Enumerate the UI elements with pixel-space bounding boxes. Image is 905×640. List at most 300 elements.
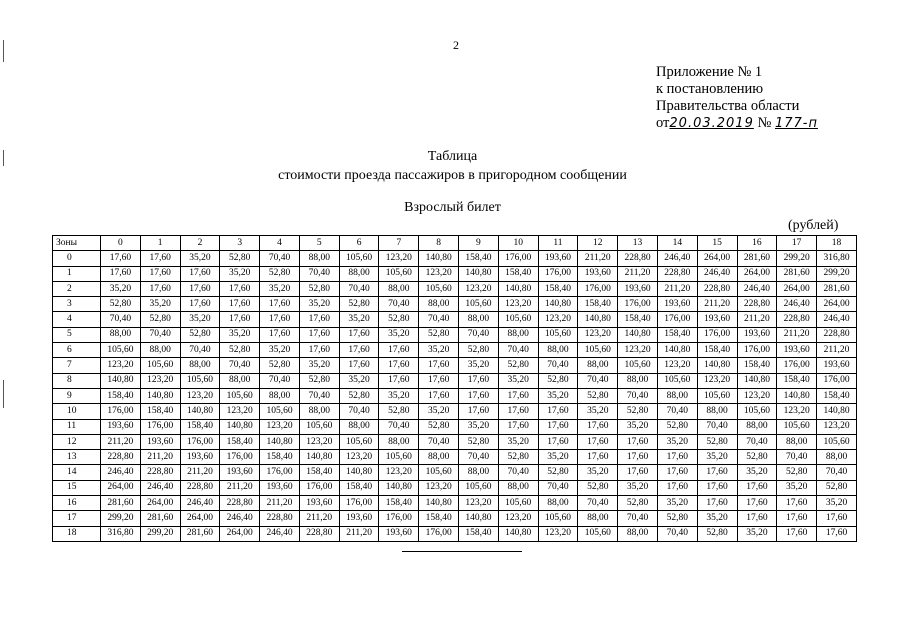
fare-cell: 264,00 xyxy=(777,281,817,296)
fare-cell: 17,60 xyxy=(697,465,737,480)
fare-cell: 176,00 xyxy=(419,526,459,541)
fare-cell: 299,20 xyxy=(777,251,817,266)
fare-cell: 193,60 xyxy=(578,266,618,281)
fare-cell: 158,40 xyxy=(299,465,339,480)
fare-cell: 35,20 xyxy=(697,450,737,465)
fare-cell: 88,00 xyxy=(618,526,658,541)
fare-cell: 35,20 xyxy=(459,358,499,373)
zone-label: 15 xyxy=(53,480,101,495)
fare-cell: 105,60 xyxy=(379,266,419,281)
fare-cell: 228,80 xyxy=(737,297,777,312)
fare-cell: 140,80 xyxy=(777,388,817,403)
fare-cell: 88,00 xyxy=(379,281,419,296)
column-header: 3 xyxy=(220,236,260,251)
fare-cell: 17,60 xyxy=(459,388,499,403)
fare-cell: 105,60 xyxy=(578,343,618,358)
fare-cell: 35,20 xyxy=(737,526,777,541)
date-prefix: от xyxy=(656,115,670,131)
fare-cell: 88,00 xyxy=(618,373,658,388)
fare-cell: 35,20 xyxy=(419,343,459,358)
fare-cell: 176,00 xyxy=(498,251,538,266)
fare-cell: 140,80 xyxy=(101,373,141,388)
fare-cell: 211,20 xyxy=(697,297,737,312)
fare-cell: 17,60 xyxy=(618,450,658,465)
fare-cell: 52,80 xyxy=(220,251,260,266)
fare-cell: 88,00 xyxy=(578,511,618,526)
fare-cell: 193,60 xyxy=(180,450,220,465)
fare-cell: 88,00 xyxy=(101,327,141,342)
fare-cell: 264,00 xyxy=(737,266,777,281)
fare-cell: 70,40 xyxy=(220,358,260,373)
fare-cell: 105,60 xyxy=(140,358,180,373)
fare-cell: 17,60 xyxy=(697,480,737,495)
fare-cell: 35,20 xyxy=(379,327,419,342)
fare-cell: 123,20 xyxy=(379,251,419,266)
fare-cell: 211,20 xyxy=(299,511,339,526)
fare-cell: 52,80 xyxy=(618,404,658,419)
fare-cell: 193,60 xyxy=(618,281,658,296)
fare-cell: 17,60 xyxy=(180,297,220,312)
fare-cell: 158,40 xyxy=(737,358,777,373)
fare-cell: 299,20 xyxy=(101,511,141,526)
fare-cell: 105,60 xyxy=(618,358,658,373)
fare-cell: 158,40 xyxy=(419,511,459,526)
fare-cell: 123,20 xyxy=(140,373,180,388)
fare-cell: 17,60 xyxy=(578,419,618,434)
fare-cell: 123,20 xyxy=(180,388,220,403)
fare-cell: 88,00 xyxy=(459,465,499,480)
fare-cell: 228,80 xyxy=(101,450,141,465)
fare-cell: 17,60 xyxy=(299,327,339,342)
table-row xyxy=(53,465,857,480)
fare-cell: 140,80 xyxy=(419,251,459,266)
zone-label: 7 xyxy=(53,358,101,373)
fare-cell: 105,60 xyxy=(339,251,379,266)
table-row xyxy=(53,526,857,541)
fare-cell: 140,80 xyxy=(459,266,499,281)
fare-cell: 193,60 xyxy=(299,496,339,511)
fare-cell: 123,20 xyxy=(578,327,618,342)
fare-cell: 70,40 xyxy=(578,496,618,511)
fare-cell: 70,40 xyxy=(260,251,300,266)
fare-cell: 264,00 xyxy=(101,480,141,495)
fare-cell: 70,40 xyxy=(101,312,141,327)
fare-cell: 176,00 xyxy=(578,281,618,296)
fare-cell: 140,80 xyxy=(657,343,697,358)
fare-cell: 228,80 xyxy=(180,480,220,495)
fare-cell: 140,80 xyxy=(459,511,499,526)
fare-cell: 35,20 xyxy=(180,251,220,266)
fare-cell: 88,00 xyxy=(498,327,538,342)
fare-cell: 17,60 xyxy=(697,496,737,511)
fare-cell: 70,40 xyxy=(657,404,697,419)
zone-label: 11 xyxy=(53,419,101,434)
appendix-header xyxy=(656,64,818,132)
fare-cell: 17,60 xyxy=(220,312,260,327)
fare-cell: 158,40 xyxy=(140,404,180,419)
zone-label: 1 xyxy=(53,266,101,281)
fare-cell: 35,20 xyxy=(538,388,578,403)
table-header-row xyxy=(53,236,857,251)
fare-cell: 52,80 xyxy=(538,465,578,480)
fare-cell: 35,20 xyxy=(379,388,419,403)
fare-cell: 228,80 xyxy=(299,526,339,541)
fare-cell: 88,00 xyxy=(220,373,260,388)
fare-cell: 17,60 xyxy=(737,480,777,495)
fare-cell: 17,60 xyxy=(657,465,697,480)
fare-cell: 140,80 xyxy=(498,281,538,296)
fare-cell: 52,80 xyxy=(657,511,697,526)
fare-cell: 17,60 xyxy=(817,511,857,526)
fare-cell: 17,60 xyxy=(419,373,459,388)
fare-cell: 88,00 xyxy=(538,496,578,511)
fare-cell: 52,80 xyxy=(737,450,777,465)
fare-cell: 35,20 xyxy=(339,373,379,388)
fare-cell: 17,60 xyxy=(220,281,260,296)
zone-label: 12 xyxy=(53,434,101,449)
fare-cell: 17,60 xyxy=(777,526,817,541)
fare-cell: 176,00 xyxy=(180,434,220,449)
fare-cell: 140,80 xyxy=(419,496,459,511)
fare-cell: 17,60 xyxy=(339,343,379,358)
fare-cell: 105,60 xyxy=(538,327,578,342)
fare-cell: 17,60 xyxy=(777,496,817,511)
fare-cell: 193,60 xyxy=(538,251,578,266)
fare-cell: 17,60 xyxy=(459,404,499,419)
fare-cell: 140,80 xyxy=(379,480,419,495)
fare-cell: 193,60 xyxy=(657,297,697,312)
fare-cell: 88,00 xyxy=(459,312,499,327)
fare-cell: 123,20 xyxy=(657,358,697,373)
fare-cell: 264,00 xyxy=(180,511,220,526)
fare-table xyxy=(52,235,857,542)
fare-cell: 140,80 xyxy=(299,450,339,465)
fare-cell: 52,80 xyxy=(578,480,618,495)
table-row xyxy=(53,450,857,465)
fare-cell: 211,20 xyxy=(817,343,857,358)
fare-cell: 17,60 xyxy=(657,450,697,465)
column-header: 8 xyxy=(419,236,459,251)
zone-label: 5 xyxy=(53,327,101,342)
fare-cell: 211,20 xyxy=(220,480,260,495)
fare-cell: 88,00 xyxy=(180,358,220,373)
fare-cell: 17,60 xyxy=(578,450,618,465)
scan-margin-mark xyxy=(3,40,4,62)
page-number: 2 xyxy=(453,38,459,52)
appendix-date-line xyxy=(656,115,818,132)
fare-cell: 70,40 xyxy=(419,312,459,327)
fare-cell: 299,20 xyxy=(140,526,180,541)
zone-label: 3 xyxy=(53,297,101,312)
table-body xyxy=(53,251,857,542)
appendix-line-3: Правительства области xyxy=(656,98,800,114)
fare-cell: 88,00 xyxy=(817,450,857,465)
zone-label: 9 xyxy=(53,388,101,403)
fare-cell: 17,60 xyxy=(498,388,538,403)
fare-cell: 246,40 xyxy=(140,480,180,495)
corner-header: Зоны xyxy=(53,236,101,251)
fare-cell: 140,80 xyxy=(339,465,379,480)
fare-cell: 52,80 xyxy=(657,419,697,434)
fare-cell: 176,00 xyxy=(657,312,697,327)
zone-label: 2 xyxy=(53,281,101,296)
number-value: 177-п xyxy=(774,116,818,131)
fare-cell: 105,60 xyxy=(459,480,499,495)
fare-cell: 176,00 xyxy=(220,450,260,465)
fare-cell: 17,60 xyxy=(538,404,578,419)
fare-cell: 35,20 xyxy=(578,465,618,480)
fare-cell: 264,00 xyxy=(140,496,180,511)
fare-cell: 17,60 xyxy=(379,358,419,373)
fare-cell: 123,20 xyxy=(419,266,459,281)
fare-cell: 35,20 xyxy=(101,281,141,296)
table-row xyxy=(53,312,857,327)
fare-cell: 105,60 xyxy=(180,373,220,388)
fare-cell: 123,20 xyxy=(538,526,578,541)
appendix-line-1: Приложение № 1 xyxy=(656,64,763,80)
fare-cell: 17,60 xyxy=(101,251,141,266)
fare-cell: 105,60 xyxy=(260,404,300,419)
fare-cell: 123,20 xyxy=(777,404,817,419)
fare-cell: 316,80 xyxy=(101,526,141,541)
fare-cell: 35,20 xyxy=(339,312,379,327)
fare-cell: 52,80 xyxy=(777,465,817,480)
fare-cell: 105,60 xyxy=(737,404,777,419)
column-header: 17 xyxy=(777,236,817,251)
fare-cell: 140,80 xyxy=(578,312,618,327)
fare-cell: 52,80 xyxy=(459,343,499,358)
fare-cell: 35,20 xyxy=(299,297,339,312)
fare-cell: 88,00 xyxy=(339,266,379,281)
fare-cell: 123,20 xyxy=(817,419,857,434)
table-row xyxy=(53,281,857,296)
fare-cell: 123,20 xyxy=(339,450,379,465)
fare-cell: 193,60 xyxy=(737,327,777,342)
fare-cell: 211,20 xyxy=(140,450,180,465)
fare-cell: 105,60 xyxy=(538,511,578,526)
fare-cell: 299,20 xyxy=(817,266,857,281)
fare-cell: 35,20 xyxy=(498,373,538,388)
fare-cell: 17,60 xyxy=(618,434,658,449)
table-row xyxy=(53,297,857,312)
table-row xyxy=(53,343,857,358)
column-header: 9 xyxy=(459,236,499,251)
zone-label: 0 xyxy=(53,251,101,266)
table-row xyxy=(53,434,857,449)
column-header: 16 xyxy=(737,236,777,251)
column-header: 11 xyxy=(538,236,578,251)
fare-cell: 105,60 xyxy=(578,526,618,541)
fare-cell: 35,20 xyxy=(737,465,777,480)
fare-cell: 52,80 xyxy=(101,297,141,312)
fare-cell: 52,80 xyxy=(299,281,339,296)
column-header: 6 xyxy=(339,236,379,251)
zone-label: 18 xyxy=(53,526,101,541)
fare-cell: 35,20 xyxy=(459,419,499,434)
fare-cell: 52,80 xyxy=(260,266,300,281)
fare-cell: 281,60 xyxy=(817,281,857,296)
column-header: 18 xyxy=(817,236,857,251)
fare-cell: 316,80 xyxy=(817,251,857,266)
fare-cell: 123,20 xyxy=(379,465,419,480)
fare-cell: 246,40 xyxy=(657,251,697,266)
fare-cell: 140,80 xyxy=(737,373,777,388)
fare-cell: 35,20 xyxy=(180,312,220,327)
fare-cell: 17,60 xyxy=(220,297,260,312)
fare-cell: 17,60 xyxy=(260,297,300,312)
fare-cell: 176,00 xyxy=(101,404,141,419)
fare-cell: 70,40 xyxy=(538,358,578,373)
fare-cell: 123,20 xyxy=(459,496,499,511)
column-header: 5 xyxy=(299,236,339,251)
fare-cell: 70,40 xyxy=(459,450,499,465)
fare-cell: 211,20 xyxy=(180,465,220,480)
zone-label: 8 xyxy=(53,373,101,388)
fare-cell: 70,40 xyxy=(657,526,697,541)
fare-cell: 158,40 xyxy=(339,480,379,495)
fare-cell: 105,60 xyxy=(299,419,339,434)
fare-cell: 105,60 xyxy=(777,419,817,434)
column-header: 10 xyxy=(498,236,538,251)
fare-cell: 52,80 xyxy=(459,434,499,449)
column-header: 7 xyxy=(379,236,419,251)
fare-cell: 35,20 xyxy=(618,480,658,495)
fare-cell: 105,60 xyxy=(697,388,737,403)
fare-cell: 228,80 xyxy=(657,266,697,281)
title-line-1: Таблица xyxy=(427,149,478,164)
fare-cell: 264,00 xyxy=(697,251,737,266)
fare-cell: 176,00 xyxy=(260,465,300,480)
fare-cell: 246,40 xyxy=(737,281,777,296)
fare-cell: 17,60 xyxy=(538,419,578,434)
fare-cell: 140,80 xyxy=(697,358,737,373)
fare-cell: 246,40 xyxy=(697,266,737,281)
fare-cell: 123,20 xyxy=(697,373,737,388)
fare-cell: 281,60 xyxy=(777,266,817,281)
closing-rule xyxy=(402,551,522,552)
table-row xyxy=(53,404,857,419)
fare-cell: 158,40 xyxy=(459,251,499,266)
fare-cell: 88,00 xyxy=(299,404,339,419)
fare-cell: 246,40 xyxy=(101,465,141,480)
fare-cell: 70,40 xyxy=(777,450,817,465)
table-row xyxy=(53,327,857,342)
fare-cell: 140,80 xyxy=(817,404,857,419)
fare-cell: 105,60 xyxy=(498,496,538,511)
fare-cell: 193,60 xyxy=(379,526,419,541)
fare-cell: 88,00 xyxy=(697,404,737,419)
date-value: 20.03.2019 xyxy=(669,116,754,131)
fare-cell: 52,80 xyxy=(180,327,220,342)
fare-cell: 70,40 xyxy=(260,373,300,388)
fare-cell: 17,60 xyxy=(299,312,339,327)
fare-cell: 281,60 xyxy=(140,511,180,526)
fare-cell: 140,80 xyxy=(538,297,578,312)
fare-cell: 123,20 xyxy=(737,388,777,403)
fare-cell: 123,20 xyxy=(220,404,260,419)
fare-cell: 264,00 xyxy=(220,526,260,541)
scan-margin-mark xyxy=(3,380,4,408)
fare-cell: 88,00 xyxy=(419,297,459,312)
zone-label: 10 xyxy=(53,404,101,419)
fare-cell: 70,40 xyxy=(339,281,379,296)
table-row xyxy=(53,419,857,434)
zone-label: 16 xyxy=(53,496,101,511)
fare-cell: 193,60 xyxy=(140,434,180,449)
column-header: 12 xyxy=(578,236,618,251)
fare-cell: 105,60 xyxy=(419,465,459,480)
appendix-line-2: к постановлению xyxy=(656,81,764,97)
fare-cell: 70,40 xyxy=(459,327,499,342)
fare-cell: 70,40 xyxy=(299,266,339,281)
fare-cell: 228,80 xyxy=(618,251,658,266)
table-row xyxy=(53,358,857,373)
title-line-2: стоимости проезда пассажиров в пригородном сообщении xyxy=(278,168,627,183)
fare-cell: 70,40 xyxy=(419,434,459,449)
fare-cell: 158,40 xyxy=(260,450,300,465)
fare-cell: 70,40 xyxy=(299,388,339,403)
fare-cell: 211,20 xyxy=(657,281,697,296)
fare-cell: 70,40 xyxy=(697,419,737,434)
fare-cell: 140,80 xyxy=(140,388,180,403)
fare-cell: 35,20 xyxy=(538,450,578,465)
fare-cell: 281,60 xyxy=(101,496,141,511)
fare-cell: 17,60 xyxy=(419,358,459,373)
fare-cell: 88,00 xyxy=(339,419,379,434)
fare-cell: 158,40 xyxy=(379,496,419,511)
zone-label: 17 xyxy=(53,511,101,526)
fare-cell: 52,80 xyxy=(618,496,658,511)
fare-cell: 211,20 xyxy=(260,496,300,511)
fare-cell: 176,00 xyxy=(299,480,339,495)
fare-cell: 158,40 xyxy=(657,327,697,342)
fare-cell: 105,60 xyxy=(220,388,260,403)
table-row xyxy=(53,266,857,281)
fare-cell: 70,40 xyxy=(578,373,618,388)
fare-cell: 17,60 xyxy=(538,434,578,449)
fare-cell: 246,40 xyxy=(260,526,300,541)
fare-cell: 123,20 xyxy=(618,343,658,358)
fare-cell: 35,20 xyxy=(419,404,459,419)
fare-cell: 52,80 xyxy=(419,419,459,434)
fare-cell: 264,00 xyxy=(817,297,857,312)
fare-cell: 193,60 xyxy=(260,480,300,495)
fare-cell: 35,20 xyxy=(498,434,538,449)
zone-label: 6 xyxy=(53,343,101,358)
fare-cell: 35,20 xyxy=(657,434,697,449)
fare-cell: 70,40 xyxy=(618,388,658,403)
fare-cell: 35,20 xyxy=(260,343,300,358)
fare-cell: 176,00 xyxy=(697,327,737,342)
fare-cell: 193,60 xyxy=(777,343,817,358)
fare-cell: 70,40 xyxy=(379,297,419,312)
fare-cell: 52,80 xyxy=(379,404,419,419)
fare-cell: 17,60 xyxy=(140,281,180,296)
fare-cell: 17,60 xyxy=(180,281,220,296)
fare-cell: 228,80 xyxy=(697,281,737,296)
fare-cell: 193,60 xyxy=(220,465,260,480)
fare-cell: 17,60 xyxy=(737,496,777,511)
fare-cell: 70,40 xyxy=(379,419,419,434)
fare-cell: 52,80 xyxy=(339,388,379,403)
fare-cell: 52,80 xyxy=(538,373,578,388)
fare-cell: 140,80 xyxy=(618,327,658,342)
column-header: 1 xyxy=(140,236,180,251)
column-header: 13 xyxy=(618,236,658,251)
fare-cell: 70,40 xyxy=(737,434,777,449)
fare-cell: 52,80 xyxy=(419,327,459,342)
table-row xyxy=(53,251,857,266)
